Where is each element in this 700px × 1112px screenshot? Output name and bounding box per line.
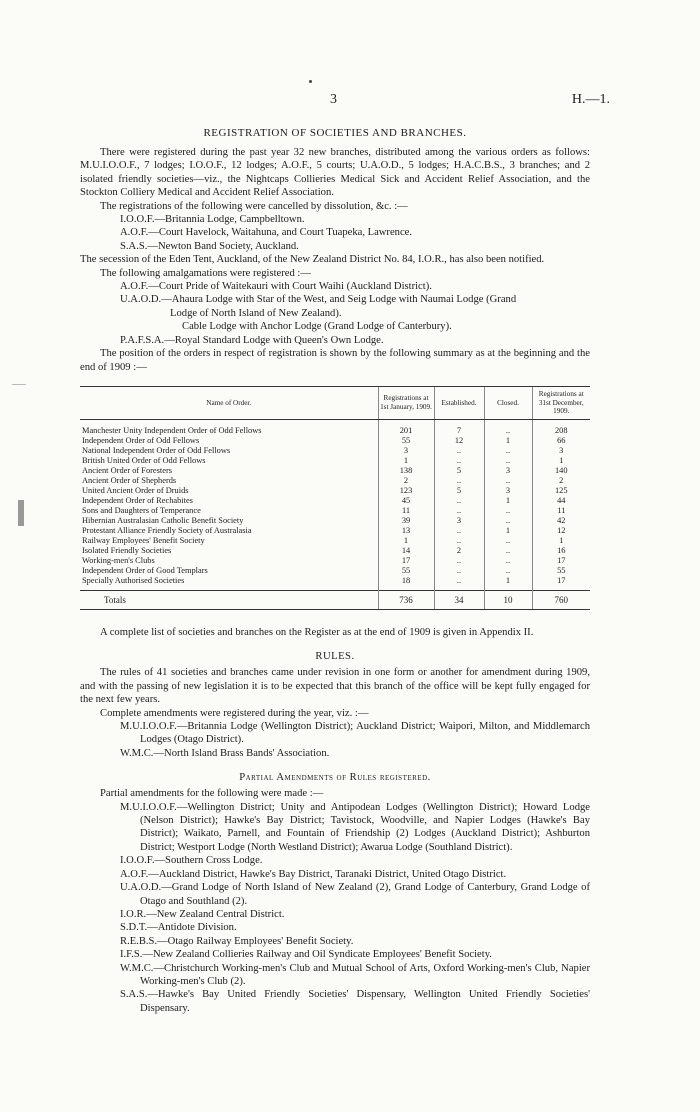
- established-cell: [434, 466, 484, 476]
- totals-established: 34: [434, 590, 484, 609]
- cell-text: 11: [557, 505, 566, 515]
- column-header: Registrations at 31st December, 1909.: [532, 387, 590, 420]
- cell-text: 1: [505, 435, 511, 445]
- closed-cell: [484, 526, 532, 536]
- cell-text: 1: [559, 455, 564, 465]
- cell-text: 16: [557, 545, 566, 555]
- cell-text: Hibernian Australasian Catholic Benefit Society: [82, 515, 244, 525]
- cell-text: 17: [401, 555, 411, 565]
- cell-text: 1: [505, 495, 511, 505]
- cell-text: 55: [401, 565, 411, 575]
- cell-text: 201: [399, 425, 413, 435]
- cell-text: 12: [557, 525, 566, 535]
- order-name-cell: [80, 496, 378, 506]
- rules-title: RULES.: [315, 651, 355, 663]
- totals-closed: 10: [484, 590, 532, 609]
- list-item: M.U.I.O.O.F.—Britannia Lodge (Wellington District); Auckland District; Waipori, Milton, and Middlemarch Lodges (Otago District).: [120, 721, 590, 746]
- cell-text: Sons and Daughters of Temperance: [82, 505, 201, 515]
- cell-text: ..: [456, 555, 462, 565]
- closed-cell: [484, 546, 532, 556]
- amendment-item: S.D.T.—Antidote Division.: [120, 922, 237, 934]
- list-item: P.A.F.S.A.—Royal Standard Lodge with Queen's Own Lodge.: [120, 334, 384, 346]
- established-cell: [434, 546, 484, 556]
- closed-cell: [484, 419, 532, 436]
- cell-text: ..: [505, 425, 511, 435]
- closed-cell: [484, 446, 532, 456]
- registration-summary-table: [80, 386, 590, 610]
- table-row: [80, 436, 590, 446]
- closed-cell: [484, 476, 532, 486]
- amendment-item: S.A.S.—Hawke's Bay United Friendly Societies' Dispensary, Wellington United Friendly Societies' Dispensary.: [120, 989, 590, 1014]
- established-cell: [434, 446, 484, 456]
- cell-text: ..: [456, 455, 462, 465]
- column-header: Closed.: [484, 387, 532, 420]
- paragraph: The secession of the Eden Tent, Auckland, of the New Zealand District No. 84, I.O.R., has also been notified.: [80, 254, 545, 266]
- order-name-cell: [80, 466, 378, 476]
- end-count-cell: [532, 419, 590, 436]
- table-row: [80, 506, 590, 516]
- column-header: Registrations at 1st January, 1909.: [378, 387, 434, 420]
- established-cell: [434, 476, 484, 486]
- order-name-cell: [80, 486, 378, 496]
- cell-text: ..: [505, 475, 511, 485]
- cell-text: 2: [456, 545, 462, 555]
- start-count-cell: [378, 546, 434, 556]
- order-name-cell: [80, 556, 378, 566]
- cell-text: ..: [505, 555, 511, 565]
- list-item: U.A.O.D.—Ahaura Lodge with Star of the West, and Seig Lodge with Naumai Lodge (Grand: [120, 294, 517, 306]
- established-cell: [434, 516, 484, 526]
- totals-label: Totals: [80, 590, 378, 609]
- cell-text: Working-men's Clubs: [82, 555, 155, 565]
- cell-text: Specially Authorised Societies: [82, 575, 185, 585]
- table-body: [80, 419, 590, 609]
- partial-amendments-list: [80, 801, 590, 1016]
- end-count-cell: [532, 486, 590, 496]
- cell-text: ..: [505, 455, 511, 465]
- start-count-cell: [378, 506, 434, 516]
- cell-text: 1: [505, 525, 511, 535]
- order-name-cell: [80, 419, 378, 436]
- table-row: [80, 556, 590, 566]
- closed-cell: [484, 486, 532, 496]
- closed-cell: [484, 436, 532, 446]
- paragraph: The rules of 41 societies and branches came under revision in one form or another for amendment during 1909, and with the passing of new legislation it is to be expected that this branch of the office will be kept fully engaged for the next few years.: [80, 667, 590, 706]
- cell-text: ..: [456, 445, 462, 455]
- cell-text: 3: [559, 445, 564, 455]
- paragraph: The position of the orders in respect of registration is shown by the following summary as at the beginning and the end of 1909 :—: [80, 348, 590, 373]
- cell-text: National Independent Order of Odd Fellows: [82, 445, 231, 455]
- amendment-item: W.M.C.—Christchurch Working-men's Club and Mutual School of Arts, Oxford Working-men's Club, Napier Working-men's Club (2).: [120, 962, 590, 987]
- column-header: Name of Order.: [80, 387, 378, 420]
- cell-text: 44: [557, 495, 566, 505]
- start-count-cell: [378, 526, 434, 536]
- table-row: [80, 546, 590, 556]
- closed-cell: [484, 556, 532, 566]
- cell-text: 2: [559, 475, 564, 485]
- cell-text: ..: [456, 495, 462, 505]
- amendment-item: M.U.I.O.O.F.—Wellington District; Unity and Antipodean Lodges (Wellington District); Howard Lodge (Nelson District); Hawke's Bay District; Tavistock, Woodville, and Napier Lodges (Hawke's Bay District); Waikato, Parnell, and Fountain of Friendship (2) Lodges (Auckland District); Ashburton District; Westport Lodge (North Westland District); Awarua Lodge (Southland District).: [120, 801, 590, 853]
- page-header: [80, 92, 610, 112]
- cell-text: Ancient Order of Foresters: [82, 465, 173, 475]
- established-cell: [434, 526, 484, 536]
- order-name-cell: [80, 446, 378, 456]
- table-row: [80, 576, 590, 591]
- closed-cell: [484, 516, 532, 526]
- closed-cell: [484, 466, 532, 476]
- cell-text: ..: [456, 525, 462, 535]
- scan-mark: [309, 80, 312, 83]
- page-number: 3: [330, 92, 337, 107]
- cell-text: Independent Order of Rechabites: [82, 495, 193, 505]
- totals-start: 736: [378, 590, 434, 609]
- appendix-note: A complete list of societies and branches on the Register as at the end of 1909 is given in Appendix II.: [100, 627, 534, 638]
- list-item: I.O.O.F.—Britannia Lodge, Campbelltown.: [120, 214, 305, 226]
- amendment-item: I.O.R.—New Zealand Central District.: [120, 908, 285, 920]
- closed-cell: [484, 456, 532, 466]
- cell-text: 123: [399, 485, 413, 495]
- end-count-cell: [532, 456, 590, 466]
- cell-text: ..: [456, 535, 462, 545]
- start-count-cell: [378, 446, 434, 456]
- paragraph: The registrations of the following were cancelled by dissolution, &c. :—: [100, 200, 408, 212]
- cell-text: 1: [559, 535, 564, 545]
- start-count-cell: [378, 476, 434, 486]
- established-cell: [434, 496, 484, 506]
- end-count-cell: [532, 476, 590, 486]
- order-name-cell: [80, 536, 378, 546]
- paragraph: Complete amendments were registered during the year, viz. :—: [100, 707, 369, 719]
- cell-text: 55: [401, 435, 411, 445]
- cell-text: 66: [557, 435, 566, 445]
- scan-mark: [18, 500, 24, 526]
- summary-table-wrap: [80, 386, 590, 610]
- column-header: Established.: [434, 387, 484, 420]
- start-count-cell: [378, 556, 434, 566]
- list-item: A.O.F.—Court Havelock, Waitahuna, and Court Tuapeka, Lawrence.: [120, 227, 413, 239]
- cell-text: 5: [456, 485, 462, 495]
- cell-text: 208: [554, 425, 568, 435]
- amendment-item: I.F.S.—New Zealand Collieries Railway and Oil Syndicate Employees' Benefit Society.: [120, 949, 492, 961]
- section-title: REGISTRATION OF SOCIETIES AND BRANCHES.: [203, 127, 467, 139]
- end-count-cell: [532, 466, 590, 476]
- cell-text: 17: [557, 575, 566, 585]
- end-count-cell: [532, 546, 590, 556]
- end-count-cell: [532, 506, 590, 516]
- established-cell: [434, 419, 484, 436]
- cell-text: 39: [401, 515, 411, 525]
- cell-text: ..: [456, 575, 462, 585]
- cell-text: ..: [456, 565, 462, 575]
- partial-amendments-title: Partial Amendments of Rules registered.: [239, 772, 431, 784]
- cell-text: 125: [554, 485, 568, 495]
- amendment-item: A.O.F.—Auckland District, Hawke's Bay District, Taranaki District, United Otago District.: [120, 868, 507, 880]
- cell-text: 1: [403, 535, 409, 545]
- cell-text: 7: [456, 425, 462, 435]
- cell-text: 3: [505, 485, 511, 495]
- scan-mark: [12, 384, 26, 385]
- cell-text: 13: [401, 525, 411, 535]
- table-row: [80, 476, 590, 486]
- rules-section: [80, 626, 590, 1015]
- end-count-cell: [532, 536, 590, 546]
- amendment-item: U.A.O.D.—Grand Lodge of North Island of New Zealand (2), Grand Lodge of Canterbury, Grand Lodge of Otago and Southland (2).: [120, 882, 590, 907]
- end-count-cell: [532, 566, 590, 576]
- cell-text: British United Order of Odd Fellows: [82, 455, 206, 465]
- end-count-cell: [532, 446, 590, 456]
- cell-text: 3: [456, 515, 462, 525]
- established-cell: [434, 456, 484, 466]
- table-row: [80, 446, 590, 456]
- paragraph: There were registered during the past year 32 new branches, distributed among the various orders as follows: M.U.I.O.O.F., 7 lodges; I.O.O.F., 12 lodges; A.O.F., 5 courts; U.A.O.D., 5 lodges; H.A.C.B.S., 3 branches; and 2 isolated friendly societies—viz., the Nightcaps Collieries Medical Sick and Accident Relief Association, and the Stockton Colliery Medical and Accident Relief Association.: [80, 147, 590, 199]
- start-count-cell: [378, 419, 434, 436]
- order-name-cell: [80, 436, 378, 446]
- table-row: [80, 456, 590, 466]
- start-count-cell: [378, 496, 434, 506]
- list-item: A.O.F.—Court Pride of Waitekauri with Court Waihi (Auckland District).: [120, 281, 432, 293]
- cell-text: Manchester Unity Independent Order of Odd Fellows: [82, 425, 262, 435]
- cell-text: 45: [401, 495, 411, 505]
- closed-cell: [484, 506, 532, 516]
- end-count-cell: [532, 556, 590, 566]
- cell-text: Independent Order of Odd Fellows: [82, 435, 200, 445]
- start-count-cell: [378, 576, 434, 591]
- cell-text: ..: [505, 535, 511, 545]
- cell-text: 2: [403, 475, 409, 485]
- cell-text: 3: [403, 445, 409, 455]
- start-count-cell: [378, 516, 434, 526]
- end-count-cell: [532, 516, 590, 526]
- end-count-cell: [532, 436, 590, 446]
- cell-text: 3: [505, 465, 511, 475]
- cell-text: 140: [554, 465, 568, 475]
- cell-text: Independent Order of Good Templars: [82, 565, 208, 575]
- start-count-cell: [378, 566, 434, 576]
- established-cell: [434, 536, 484, 546]
- order-name-cell: [80, 546, 378, 556]
- order-name-cell: [80, 566, 378, 576]
- cell-text: 18: [401, 575, 411, 585]
- established-cell: [434, 566, 484, 576]
- established-cell: [434, 506, 484, 516]
- cell-text: Protestant Alliance Friendly Society of Australasia: [82, 525, 252, 535]
- order-name-cell: [80, 506, 378, 516]
- cell-text: ..: [456, 475, 462, 485]
- cell-text: 1: [403, 455, 409, 465]
- list-item: Lodge of North Island of New Zealand).: [170, 307, 342, 319]
- table-row: [80, 419, 590, 436]
- totals-end: 760: [532, 590, 590, 609]
- cell-text: 5: [456, 465, 462, 475]
- table-header-row: [80, 387, 590, 420]
- totals-row: [80, 590, 590, 609]
- cell-text: ..: [505, 505, 511, 515]
- document-reference: H.—1.: [571, 92, 610, 107]
- cell-text: ..: [505, 545, 511, 555]
- list-item: W.M.C.—North Island Brass Bands' Association.: [120, 747, 330, 759]
- established-cell: [434, 486, 484, 496]
- cell-text: Ancient Order of Shepherds: [82, 475, 177, 485]
- closed-cell: [484, 496, 532, 506]
- cell-text: 138: [399, 465, 413, 475]
- cell-text: 42: [557, 515, 566, 525]
- start-count-cell: [378, 436, 434, 446]
- cell-text: 11: [401, 505, 411, 515]
- end-count-cell: [532, 496, 590, 506]
- start-count-cell: [378, 536, 434, 546]
- table-row: [80, 516, 590, 526]
- cell-text: United Ancient Order of Druids: [82, 485, 189, 495]
- table-row: [80, 486, 590, 496]
- end-count-cell: [532, 576, 590, 591]
- cell-text: 12: [454, 435, 464, 445]
- closed-cell: [484, 536, 532, 546]
- list-item: Cable Lodge with Anchor Lodge (Grand Lodge of Canterbury).: [182, 321, 452, 333]
- cell-text: 55: [557, 565, 566, 575]
- order-name-cell: [80, 576, 378, 591]
- cell-text: ..: [505, 565, 511, 575]
- start-count-cell: [378, 456, 434, 466]
- established-cell: [434, 556, 484, 566]
- established-cell: [434, 576, 484, 591]
- cell-text: Railway Employees' Benefit Society: [82, 535, 205, 545]
- cell-text: ..: [456, 505, 462, 515]
- start-count-cell: [378, 486, 434, 496]
- table-row: [80, 536, 590, 546]
- end-count-cell: [532, 526, 590, 536]
- order-name-cell: [80, 526, 378, 536]
- cell-text: ..: [505, 515, 511, 525]
- order-name-cell: [80, 476, 378, 486]
- cell-text: 14: [401, 545, 411, 555]
- registration-section: [80, 127, 590, 374]
- amendment-item: I.O.O.F.—Southern Cross Lodge.: [120, 855, 263, 867]
- amendment-item: R.E.B.S.—Otago Railway Employees' Benefit Society.: [120, 935, 354, 947]
- cell-text: 1: [505, 575, 511, 585]
- established-cell: [434, 436, 484, 446]
- table-row: [80, 526, 590, 536]
- start-count-cell: [378, 466, 434, 476]
- order-name-cell: [80, 456, 378, 466]
- closed-cell: [484, 576, 532, 591]
- table-row: [80, 566, 590, 576]
- order-name-cell: [80, 516, 378, 526]
- cell-text: 17: [557, 555, 566, 565]
- cell-text: ..: [505, 445, 511, 455]
- paragraph: The following amalgamations were registered :—: [100, 267, 311, 279]
- paragraph: Partial amendments for the following were made :—: [100, 788, 324, 800]
- table-row: [80, 496, 590, 506]
- closed-cell: [484, 566, 532, 576]
- table-row: [80, 466, 590, 476]
- list-item: S.A.S.—Newton Band Society, Auckland.: [120, 240, 299, 252]
- cell-text: Isolated Friendly Societies: [82, 545, 172, 555]
